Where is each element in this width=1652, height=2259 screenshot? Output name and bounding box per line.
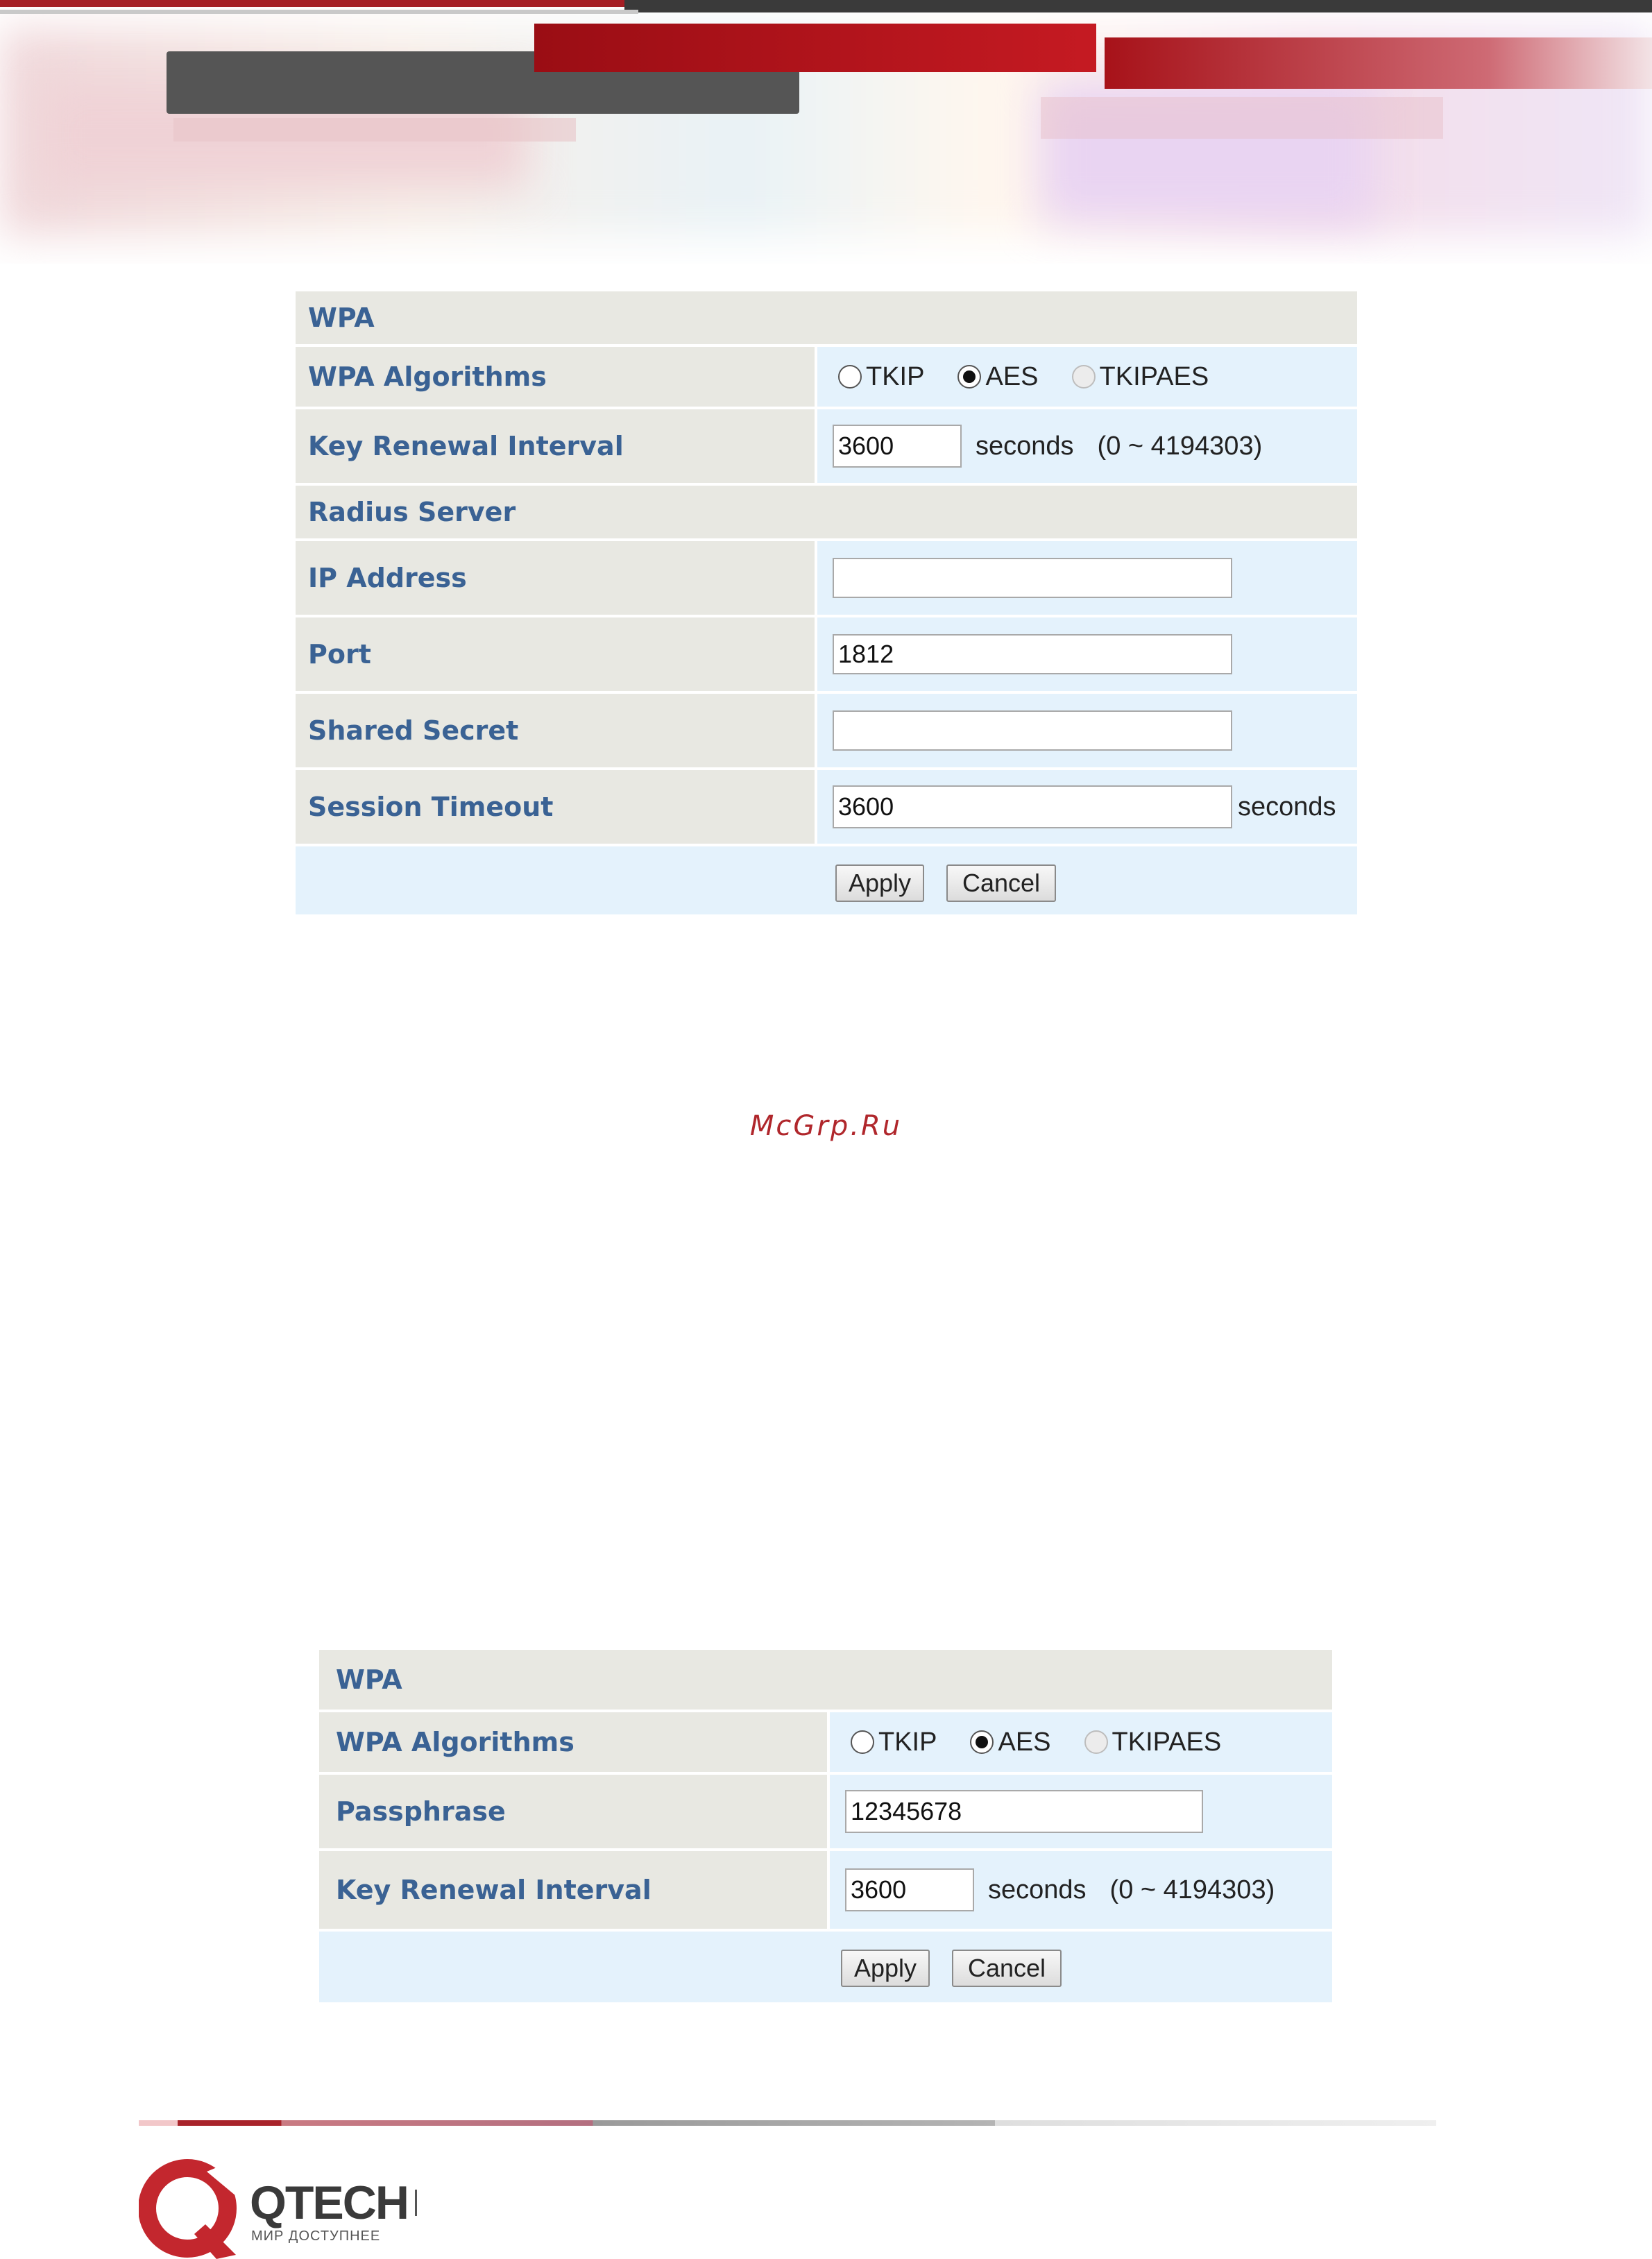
section-header-wpa [296, 291, 1357, 344]
key-renewal-range-2: (0 ~ 4194303) [1109, 1875, 1275, 1904]
passphrase-row [319, 1775, 1332, 1848]
key-renewal-input[interactable]: 3600 [833, 425, 962, 468]
radio-tkip-2[interactable] [851, 1730, 874, 1754]
algo-label-aes: AES [985, 361, 1039, 391]
passphrase-label: Passphrase [319, 1775, 827, 1848]
qtech-logo-icon [139, 2158, 240, 2259]
wpa-algorithms-row-2 [319, 1712, 1332, 1772]
algo-option-tkipaes-2 [1084, 1728, 1222, 1757]
radio-aes[interactable] [957, 365, 981, 389]
wpa-algorithms-label: WPA Algorithms [296, 347, 815, 407]
algo-label-tkip: TKIP [866, 361, 925, 391]
key-renewal-row [296, 409, 1357, 483]
key-renewal-row-2 [319, 1851, 1332, 1929]
session-timeout-input[interactable]: 3600 [833, 785, 1232, 828]
wpa-algorithms-options-2 [830, 1712, 1332, 1772]
algo-label-aes-2: AES [998, 1727, 1051, 1757]
key-renewal-value-cell [817, 409, 1357, 483]
key-renewal-value-cell-2 [830, 1851, 1332, 1929]
key-renewal-input-2[interactable]: 3600 [845, 1868, 974, 1911]
section-title-radius: Radius Server [308, 497, 516, 527]
section-title-wpa-2: WPA [336, 1664, 402, 1695]
brand-name: QTECH [250, 2176, 408, 2229]
wpa-algorithms-label-2: WPA Algorithms [319, 1712, 827, 1772]
algo-option-aes[interactable] [957, 362, 1038, 392]
footer-separator [415, 2190, 417, 2216]
radio-tkipaes [1072, 365, 1096, 389]
session-timeout-label: Session Timeout [296, 770, 815, 844]
key-renewal-unit-2: seconds [988, 1875, 1087, 1904]
wpa-algorithms-options [817, 347, 1357, 407]
wpa-algorithms-row [296, 347, 1357, 407]
key-renewal-label: Key Renewal Interval [296, 409, 815, 483]
port-cell [817, 617, 1357, 691]
wpa-psk-settings-panel [319, 1650, 1332, 2002]
port-row [296, 617, 1357, 691]
ip-address-input[interactable] [833, 558, 1232, 598]
shared-secret-label: Shared Secret [296, 694, 815, 767]
radio-tkip[interactable] [838, 365, 862, 389]
footer-divider [139, 2120, 1436, 2126]
passphrase-cell [830, 1775, 1332, 1848]
algo-label-tkipaes: TKIPAES [1099, 361, 1209, 391]
cancel-button-2[interactable]: Cancel [952, 1950, 1062, 1987]
shared-secret-row [296, 694, 1357, 767]
action-row [296, 846, 1357, 914]
port-input[interactable]: 1812 [833, 634, 1232, 674]
key-renewal-label-2: Key Renewal Interval [319, 1851, 827, 1929]
algo-option-aes-2[interactable] [970, 1728, 1050, 1757]
wpa-radius-settings-panel [296, 291, 1357, 914]
section-header-radius [296, 486, 1357, 538]
apply-button[interactable]: Apply [835, 864, 924, 902]
algo-option-tkip[interactable] [838, 362, 924, 392]
radio-aes-2[interactable] [970, 1730, 994, 1754]
session-timeout-unit: seconds [1238, 792, 1336, 821]
section-title-wpa: WPA [308, 302, 375, 333]
ip-address-row [296, 541, 1357, 615]
session-timeout-row [296, 770, 1357, 844]
section-header-wpa-2 [319, 1650, 1332, 1710]
shared-secret-input[interactable] [833, 710, 1232, 751]
key-renewal-unit: seconds [976, 431, 1074, 461]
algo-label-tkip-2: TKIP [878, 1727, 937, 1757]
shared-secret-cell [817, 694, 1357, 767]
radio-tkipaes-2 [1084, 1730, 1108, 1754]
brand-tagline: МИР ДОСТУПНЕЕ [251, 2228, 381, 2244]
header-banner [0, 0, 1652, 264]
watermark-text: McGrp.Ru [749, 1110, 903, 1142]
apply-button-2[interactable]: Apply [841, 1950, 930, 1987]
key-renewal-range: (0 ~ 4194303) [1097, 431, 1263, 461]
algo-option-tkip-2[interactable] [851, 1728, 937, 1757]
session-timeout-cell [817, 770, 1357, 844]
algo-option-tkipaes [1072, 362, 1209, 392]
algo-label-tkipaes-2: TKIPAES [1112, 1727, 1222, 1757]
cancel-button[interactable]: Cancel [946, 864, 1056, 902]
action-row-2 [319, 1932, 1332, 2002]
ip-address-label: IP Address [296, 541, 815, 615]
ip-address-cell [817, 541, 1357, 615]
passphrase-input[interactable]: 12345678 [845, 1790, 1203, 1833]
port-label: Port [296, 617, 815, 691]
